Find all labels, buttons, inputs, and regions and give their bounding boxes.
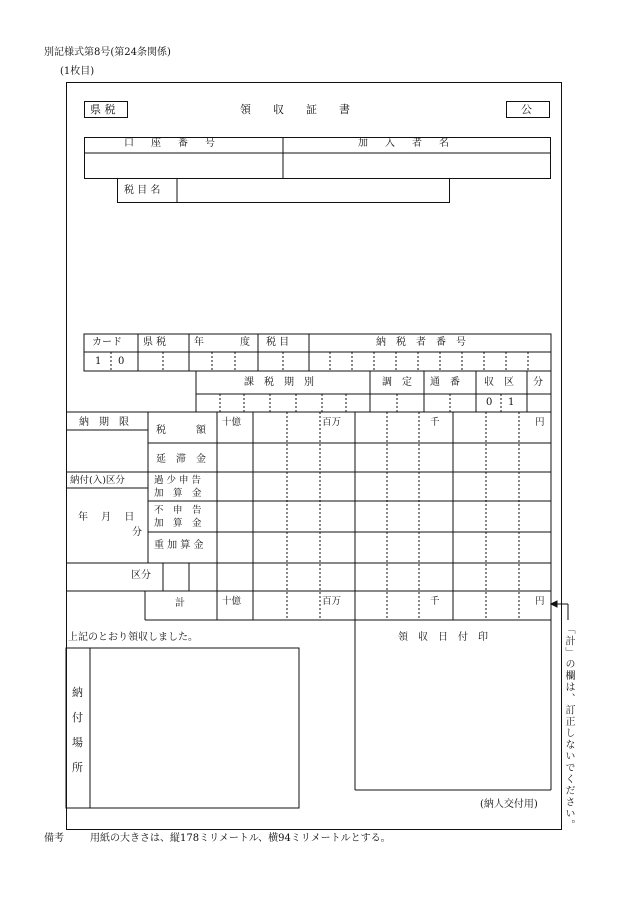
shukku-value-2: 1 — [508, 397, 515, 408]
tax-item-label: 税 目 名 — [124, 185, 161, 196]
chotei-label: 調 定 — [382, 377, 412, 388]
taxpayer-number-label: 納 税 者 番 号 — [376, 337, 466, 348]
unit-million: 百万 — [322, 417, 342, 428]
remark-text: 用紙の大きさは、縦178ミリメートル、横94ミリメートルとする。 — [90, 833, 391, 844]
total-unit-yen: 円 — [535, 596, 545, 607]
late-fee-label: 延 滞 金 — [156, 454, 206, 465]
due-date-label: 納 期 限 — [79, 417, 129, 428]
date-label: 年 月 日 — [78, 512, 135, 523]
unit-billion: 十億 — [222, 417, 242, 428]
place-char-3: 場 — [72, 736, 83, 749]
payment-category-label: 納付(入)区分 — [70, 475, 125, 486]
kenzei-code-label: 県 税 — [143, 337, 167, 348]
subscriber-name-label: 加 入 者 名 — [358, 138, 453, 149]
total-label: 計 — [175, 598, 185, 609]
received-text: 上記のとおり領収しました。 — [68, 632, 198, 643]
shukku-value-1: 0 — [486, 397, 493, 408]
heavy-penalty-label: 重 加 算 金 — [154, 540, 204, 551]
place-char-1: 納 — [72, 686, 83, 699]
receipt-stamp-label: 領 収 日 付 印 — [398, 632, 488, 643]
nonfiling-label-1: 不 申 告 — [154, 505, 202, 516]
remark-label: 備考 — [44, 833, 64, 844]
account-number-label: 口 座 番 号 — [124, 138, 219, 149]
tax-amount-label: 税 額 — [156, 425, 206, 436]
card-value-2: 0 — [118, 356, 125, 367]
public-label: 公 — [521, 103, 532, 116]
date-bun-label: 分 — [132, 527, 142, 538]
tax-period-label: 課 税 期 別 — [244, 377, 314, 388]
category-label: 区分 — [131, 570, 151, 581]
total-unit-thousand: 千 — [430, 596, 440, 607]
unit-thousand: 千 — [430, 417, 440, 428]
year-label: 年 — [194, 337, 204, 348]
tax-item-code-label: 税 目 — [266, 337, 290, 348]
place-char-4: 所 — [72, 761, 83, 774]
nonfiling-label-2: 加 算 金 — [154, 518, 202, 529]
underreport-label-1: 過 少 申 告 — [154, 475, 202, 486]
shukku-label: 収 区 — [484, 377, 514, 388]
form-reference: 別記様式第8号(第24条関係) — [44, 47, 171, 58]
bun-label: 分 — [533, 377, 543, 388]
do-label: 度 — [240, 337, 250, 348]
form-title: 領 収 証 書 — [240, 103, 350, 116]
card-value-1: 1 — [95, 356, 102, 367]
total-unit-billion: 十億 — [222, 596, 242, 607]
underreport-label-2: 加 算 金 — [154, 488, 202, 499]
kenzei-label: 県 税 — [90, 103, 116, 116]
copy-label: (納人交付用) — [480, 799, 538, 810]
tsuban-label: 通 番 — [430, 377, 460, 388]
tax-item-box — [117, 179, 450, 203]
card-label: カード — [92, 337, 122, 348]
unit-yen: 円 — [535, 417, 545, 428]
place-char-2: 付 — [72, 711, 83, 724]
sheet-number: (1枚目) — [60, 66, 95, 77]
total-unit-million: 百万 — [322, 596, 342, 607]
vertical-note: 「計」の欄は、訂正しないでください。 — [563, 624, 574, 831]
